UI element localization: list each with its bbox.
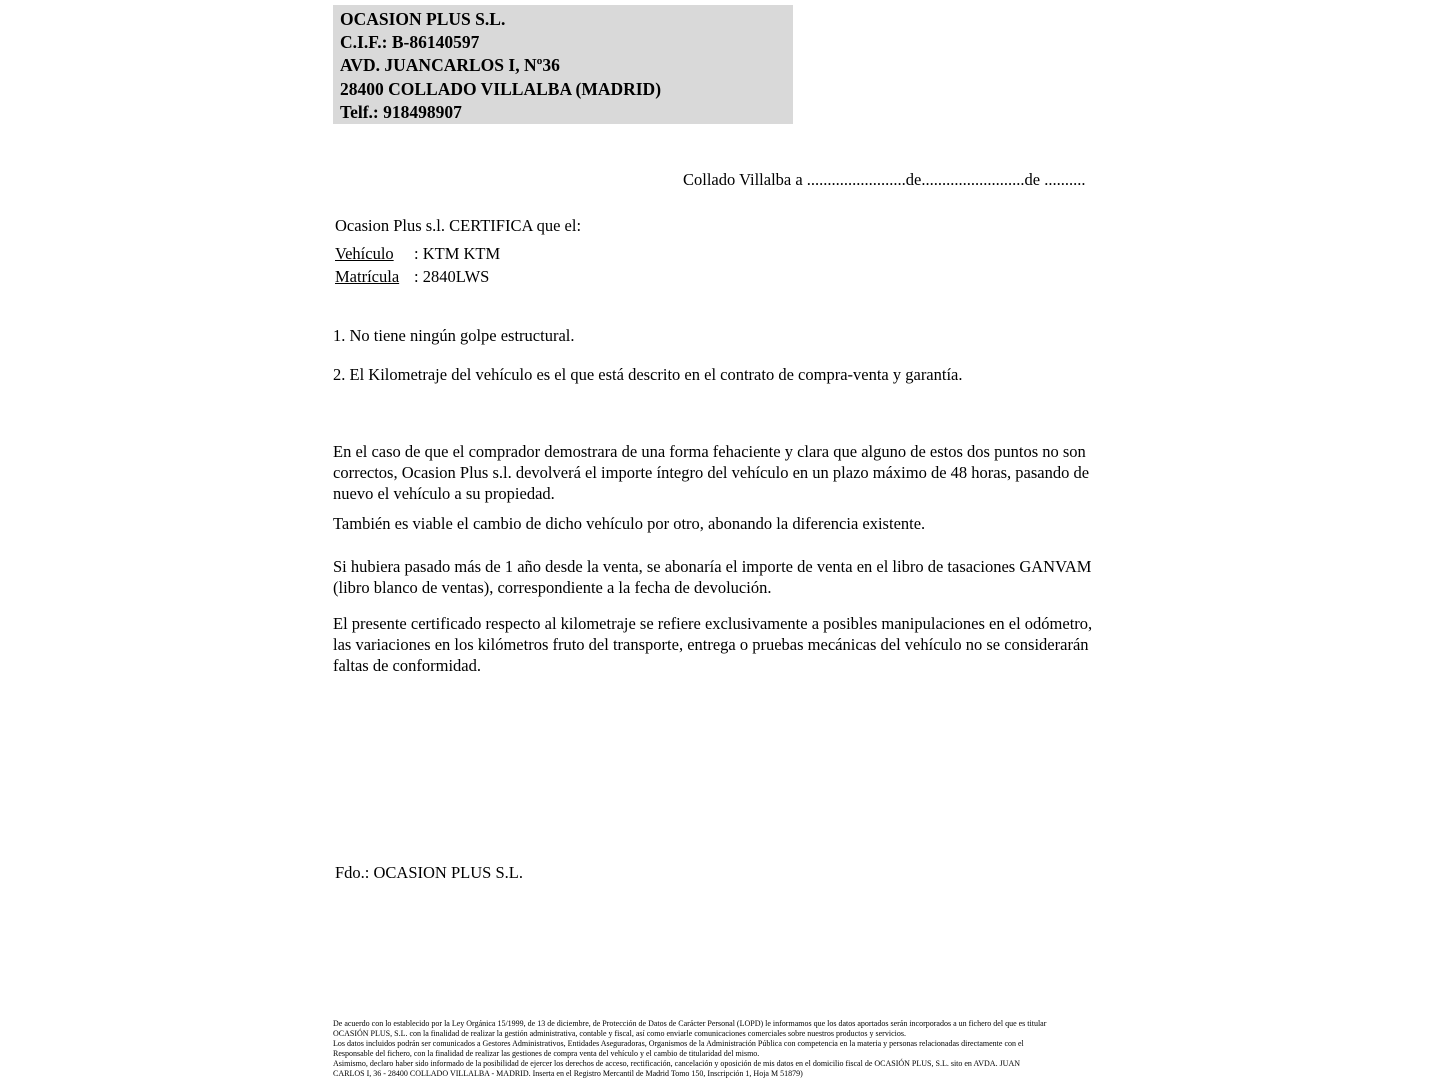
company-address: AVD. JUANCARLOS I, Nº36 bbox=[340, 55, 560, 76]
vehicle-row bbox=[335, 242, 581, 265]
vehicle-value: : KTM KTM bbox=[414, 244, 501, 263]
vehicle-label: Vehículo bbox=[335, 244, 394, 263]
company-cif: C.I.F.: B-86140597 bbox=[340, 32, 480, 53]
company-phone: Telf.: 918498907 bbox=[340, 101, 462, 122]
paragraph-odometer: El presente certificado respecto al kilometraje se refiere exclusivamente a posibles manipulaciones en el odómetro, las variaciones en los kilómetros fruto del transporte, entrega o pruebas mecánicas del vehículo no se considerarán faltas de conformidad. bbox=[333, 614, 1093, 675]
paragraph-exchange: También es viable el cambio de dicho vehículo por otro, abonando la diferencia existente. bbox=[333, 514, 926, 533]
legal-line: Los datos incluidos podrán ser comunicados a Gestores Administrativos, Entidades Aseguradoras, Organismos de la Administración Pública con competencia en la materia y personas relacionadas directamente con el bbox=[333, 1039, 1024, 1049]
plate-value: : 2840LWS bbox=[414, 267, 490, 286]
legal-line: Asimismo, declaro haber sido informado de la posibilidad de ejercer los derechos de acceso, rectificación, cancelación y oposición de mis datos en el domicilio fiscal de OCASIÓN PLUS, S.L. sito en AVDA. JUAN bbox=[333, 1059, 1021, 1069]
point-1: 1. No tiene ningún golpe estructural. bbox=[333, 326, 575, 345]
company-name: OCASION PLUS S.L. bbox=[340, 9, 506, 29]
point-2: 2. El Kilometraje del vehículo es el que está descrito en el contrato de compra-venta y garantía. bbox=[333, 365, 963, 384]
signature-line: Fdo.: OCASION PLUS S.L. bbox=[335, 863, 523, 882]
company-city: 28400 COLLADO VILLALBA (MADRID) bbox=[340, 78, 662, 99]
legal-line: OCASIÓN PLUS, S.L. con la finalidad de realizar la gestión administrativa, contable y fiscal, así como enviarle comunicaciones comerciales sobre nuestros productos y servicios. bbox=[333, 1029, 906, 1039]
date-line: Collado Villalba a ........................de.........................de .......... bbox=[683, 170, 1086, 189]
certification-block bbox=[335, 216, 581, 288]
legal-line: De acuerdo con lo establecido por la Ley Orgánica 15/1999, de 13 de diciembre, de Protección de Datos de Carácter Personal (LOPD) le informamos que los datos aportados serán incorporados a un fichero del que es titular bbox=[333, 1019, 1047, 1028]
plate-row bbox=[335, 265, 581, 288]
paragraph-refund: En el caso de que el comprador demostrara de una forma fehaciente y clara que alguno de estos dos puntos no son correctos, Ocasion Plus s.l. devolverá el importe íntegro del vehículo en un plazo máximo de 48 horas, pasando de nuevo el vehículo a su propiedad. bbox=[333, 442, 1090, 503]
certification-intro: Ocasion Plus s.l. CERTIFICA que el: bbox=[335, 216, 582, 235]
paragraph-ganvam: Si hubiera pasado más de 1 año desde la venta, se abonaría el importe de venta en el libro de tasaciones GANVAM (libro blanco de ventas), correspondiente a la fecha de devolución. bbox=[333, 557, 1092, 597]
company-header-block bbox=[333, 5, 793, 124]
plate-label: Matrícula bbox=[335, 267, 400, 286]
legal-footer bbox=[333, 1019, 1123, 1080]
legal-line: CARLOS I, 36 - 28400 COLLADO VILLALBA - MADRID. Inserta en el Registro Mercantil de Madrid Tomo 150, Inscripción 1, Hoja M 51879) bbox=[333, 1069, 803, 1079]
legal-line: Responsable del fichero, con la finalidad de realizar las gestiones de compra venta del vehículo y el cambio de titularidad del mismo. bbox=[333, 1049, 760, 1059]
